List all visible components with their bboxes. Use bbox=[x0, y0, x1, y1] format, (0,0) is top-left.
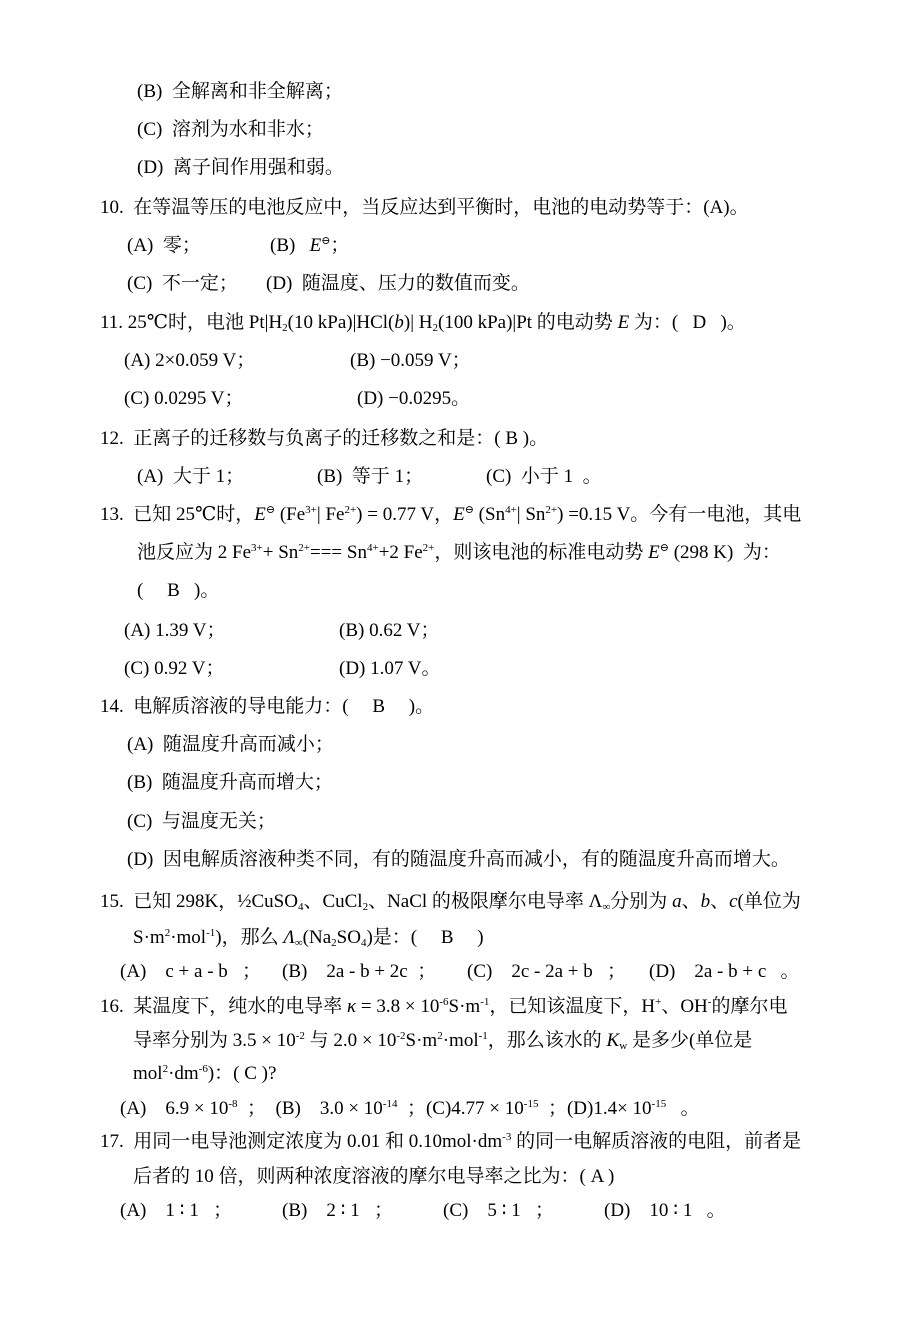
q15-option-b: (B) 2a - b + 2c ； bbox=[282, 961, 437, 982]
q13-options-row2 bbox=[124, 657, 824, 681]
q10-options-row1 bbox=[127, 234, 827, 258]
q15-options-row bbox=[120, 960, 820, 984]
q13-stem-line1: 13. 已知 25℃时，E⊖ ($Fe^{3+}|$ $Fe^{2+}) = 0.77$ V，E⊖ ($Sn^{4+}|$ $Sn^{2+}) =0.15$ V。今有一电池，其电 bbox=[100, 504, 802, 525]
q11-stem: 11. 25℃时，电池 $Pt|H_2(10$ kPa)|HCl(b)| $H_2(100$ kPa)|Pt 的电动势 E 为：( D )。 bbox=[100, 312, 746, 334]
q14-option-a: (A) 随温度升高而减小； bbox=[127, 734, 334, 755]
q15-option-c: (C) 2c - 2a + b ； bbox=[467, 961, 626, 982]
q14-stem: 14. 电解质溶液的导电能力：( B )。 bbox=[100, 696, 435, 717]
q17-option-a: (A) 1 ∶ 1 ； bbox=[120, 1200, 233, 1221]
q14-option-c: (C) 与温度无关； bbox=[127, 811, 276, 832]
q12-option-b: (B) 等于 1； bbox=[317, 466, 424, 487]
q11-option-b: (B) −0.059 V； bbox=[350, 350, 471, 371]
q16-stem-line1: 16. 某温度下，纯水的电导率 $\kappa = 3.8 \times 10^{-6}S\cdot m^{-1}$，已知该温度下，H+、OH-的摩尔电 bbox=[100, 996, 788, 1017]
q14-option-d: (D) 因电解质溶液种类不同，有的随温度升高而减小，有的随温度升高而增大。 bbox=[127, 849, 790, 870]
q13-answer: ( B )。 bbox=[137, 580, 220, 601]
q10-option-a: (A) 零； bbox=[127, 235, 201, 256]
q17-options-row bbox=[120, 1199, 820, 1223]
q13-options-row1 bbox=[124, 619, 824, 643]
q13-option-a: (A) 1.39 V； bbox=[124, 620, 226, 641]
q16-options: (A) $6.9 \times 10^{-8}$ ； (B) $3.0 \times 10^{-14}$ ；$(C)4.77 \times 10^{-15}$ ；$(D)1.4\times 10^{-15}$ 。 bbox=[120, 1098, 700, 1119]
q11-option-a: (A) 2×0.059 V； bbox=[124, 350, 256, 371]
q15-option-d: (D) 2a - b + c 。 bbox=[649, 961, 800, 982]
q11-option-c: (C) 0.0295 V； bbox=[124, 388, 244, 409]
q17-stem-line1: 17. 用同一电导池测定浓度为 0.01 和 $0.10mol\cdot dm^{-3}$ 的同一电解质溶液的电阻，前者是 bbox=[100, 1131, 802, 1152]
q11-options-row2 bbox=[124, 387, 824, 411]
q17-option-d: (D) 10 ∶ 1 。 bbox=[604, 1200, 726, 1221]
q12-option-a: (A) 大于 1； bbox=[137, 466, 245, 487]
q10-stem: 10. 在等温等压的电池反应中，当反应达到平衡时，电池的电动势等于：(A)。 bbox=[100, 197, 749, 218]
q14-option-b: (B) 随温度升高而增大； bbox=[127, 772, 333, 793]
q9-option-c: (C) 溶剂为水和非水； bbox=[137, 119, 324, 140]
q15-option-a: (A) c + a - b ； bbox=[120, 961, 262, 982]
q15-stem-line2: $S\cdot m^2\cdot mol^{-1}$)，那么 $\Lambda_\infty(Na_2SO_4)$是：( B ) bbox=[133, 927, 484, 949]
q17-option-c: (C) 5 ∶ 1 ； bbox=[443, 1200, 555, 1221]
q13-option-d: (D) 1.07 V。 bbox=[339, 658, 441, 679]
q12-stem: 12. 正离子的迁移数与负离子的迁移数之和是：( B )。 bbox=[100, 428, 549, 449]
q12-options-row bbox=[137, 465, 837, 489]
q10-options-row2 bbox=[127, 272, 827, 296]
q17-stem-line2: 后者的 10 倍，则两种浓度溶液的摩尔电导率之比为：( A ) bbox=[133, 1166, 615, 1187]
q13-option-c: (C) 0.92 V； bbox=[124, 658, 225, 679]
q12-option-c: (C) 小于 1 。 bbox=[486, 466, 602, 487]
q9-option-b: (B) 全解离和非全解离； bbox=[137, 81, 343, 102]
q9-option-d: (D) 离子间作用强和弱。 bbox=[137, 157, 344, 178]
q13-option-b: (B) 0.62 V； bbox=[339, 620, 440, 641]
q16-stem-line2: 导率分别为 $3.5 \times 10^{-2}$ 与 $2.0 \times 10^{-2}S\cdot m^2\cdot mol^{-1}$，那么该水的 $K_w$ 是多少(单位是 bbox=[133, 1030, 753, 1052]
q13-stem-line2: 池反应为 2 $Fe^{3+}+ Sn^{2+}=== Sn^{4+}+2$ $Fe^{2+}$，则该电池的标准电动势 E⊖ (298 K) 为： bbox=[137, 542, 781, 563]
q11-option-d: (D) −0.0295。 bbox=[357, 388, 471, 409]
q16-stem-line3: $mol^2\cdot dm^{-6}$)：( C )? bbox=[133, 1063, 277, 1084]
q17-option-b: (B) 2 ∶ 1 ； bbox=[282, 1200, 394, 1221]
q10-option-c: (C) 不一定； bbox=[127, 273, 238, 294]
q15-stem-line1: 15. 已知 298K，½CuSO$_4$、CuCl$_2$、NaCl 的极限摩尔电导率 $\Lambda_\infty$分别为 a、b、c(单位为 bbox=[100, 891, 801, 913]
q10-option-b: (B) E⊖； bbox=[270, 235, 350, 256]
q11-options-row1 bbox=[124, 349, 824, 373]
q10-option-d: (D) 随温度、压力的数值而变。 bbox=[266, 273, 530, 294]
